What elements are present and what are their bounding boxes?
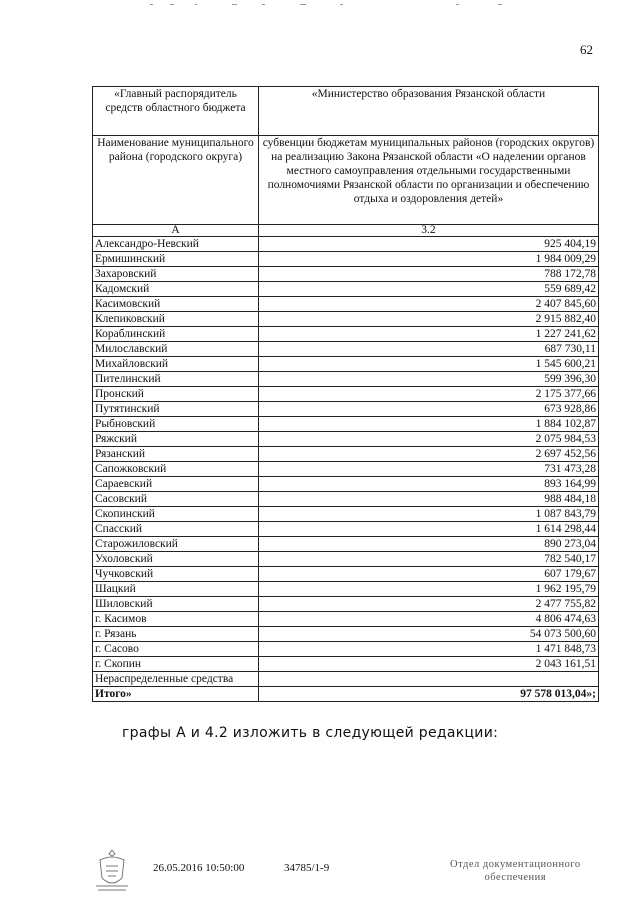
header-row-columns xyxy=(93,136,599,225)
district-amount: 731 473,28 xyxy=(258,462,598,477)
table-row xyxy=(93,357,599,372)
district-amount: 1 962 195,79 xyxy=(258,582,598,597)
district-name: Захаровский xyxy=(93,267,259,282)
header-district-name: Наименование муниципального района (городского округа) xyxy=(93,136,259,225)
table-row xyxy=(93,267,599,282)
table-row xyxy=(93,582,599,597)
district-name: г. Скопин xyxy=(93,657,259,672)
district-amount: 607 179,67 xyxy=(258,567,598,582)
district-name: Ермишинский xyxy=(93,252,259,267)
header-distributor-label: «Главный распорядитель средств областного бюджета xyxy=(93,87,259,136)
district-amount: 2 477 755,82 xyxy=(258,597,598,612)
table-row xyxy=(93,627,599,642)
budget-table xyxy=(92,86,599,702)
table-row xyxy=(93,537,599,552)
table-row xyxy=(93,672,599,687)
district-amount: 1 884 102,87 xyxy=(258,417,598,432)
district-name: Рыбновский xyxy=(93,417,259,432)
coat-of-arms-icon xyxy=(92,848,132,892)
district-name: Рязанский xyxy=(93,447,259,462)
district-amount: 673 928,86 xyxy=(258,402,598,417)
table-row xyxy=(93,342,599,357)
table-row xyxy=(93,657,599,672)
district-name: Сараевский xyxy=(93,477,259,492)
table-row xyxy=(93,612,599,627)
footer-date: 26.05.2016 10:50:00 xyxy=(153,862,245,874)
district-name: Чучковский xyxy=(93,567,259,582)
district-amount: 988 484,18 xyxy=(258,492,598,507)
district-name: Ряжский xyxy=(93,432,259,447)
column-number-a: А xyxy=(93,225,259,237)
district-name: Пителинский xyxy=(93,372,259,387)
total-amount: 97 578 013,04»; xyxy=(258,687,598,702)
district-amount: 1 471 848,73 xyxy=(258,642,598,657)
table-row xyxy=(93,567,599,582)
district-name: Ухоловский xyxy=(93,552,259,567)
table-row xyxy=(93,327,599,342)
department-stamp-line2: обеспечения xyxy=(484,872,547,883)
footer-document-code: 34785/1-9 xyxy=(284,862,330,874)
table-row xyxy=(93,372,599,387)
department-stamp xyxy=(450,858,581,884)
district-name: Кораблинский xyxy=(93,327,259,342)
district-amount xyxy=(258,672,598,687)
district-name: Сасовский xyxy=(93,492,259,507)
district-amount: 4 806 474,63 xyxy=(258,612,598,627)
district-amount: 2 175 377,66 xyxy=(258,387,598,402)
district-amount: 890 273,04 xyxy=(258,537,598,552)
table-row xyxy=(93,402,599,417)
total-label: Итого» xyxy=(93,687,259,702)
district-amount: 1 984 009,29 xyxy=(258,252,598,267)
district-amount: 54 073 500,60 xyxy=(258,627,598,642)
district-name: Пронский xyxy=(93,387,259,402)
page-number: 62 xyxy=(580,42,593,57)
table-row xyxy=(93,447,599,462)
table-row xyxy=(93,492,599,507)
district-name: Путятинский xyxy=(93,402,259,417)
district-amount: 2 407 845,60 xyxy=(258,297,598,312)
district-name: Александро-Невский xyxy=(93,237,259,252)
table-row xyxy=(93,387,599,402)
district-amount: 2 915 882,40 xyxy=(258,312,598,327)
district-amount: 687 730,11 xyxy=(258,342,598,357)
table-row xyxy=(93,507,599,522)
district-name: г. Сасово xyxy=(93,642,259,657)
district-name: Милославский xyxy=(93,342,259,357)
district-amount: 1 227 241,62 xyxy=(258,327,598,342)
table-row xyxy=(93,252,599,267)
district-amount: 2 697 452,56 xyxy=(258,447,598,462)
district-name: Михайловский xyxy=(93,357,259,372)
district-name: Нераспределенные средства xyxy=(93,672,259,687)
header-subvention-description: субвенции бюджетам муниципальных районов (городских округов) на реализацию Закона Рязанской области «О наделении органов местного самоуправления отдельными государственными полномочиями Рязанской области по организации и обеспечению отдыха и оздоровления детей» xyxy=(258,136,598,225)
district-amount: 559 689,42 xyxy=(258,282,598,297)
table-row xyxy=(93,597,599,612)
scan-artifacts xyxy=(0,0,640,20)
table-row xyxy=(93,297,599,312)
district-amount: 893 164,99 xyxy=(258,477,598,492)
district-amount: 782 540,17 xyxy=(258,552,598,567)
table-row xyxy=(93,237,599,252)
table-row xyxy=(93,477,599,492)
district-name: Касимовский xyxy=(93,297,259,312)
district-name: г. Касимов xyxy=(93,612,259,627)
district-name: Шацкий xyxy=(93,582,259,597)
column-number-3-2: 3.2 xyxy=(258,225,598,237)
department-stamp-line1: Отдел документационного xyxy=(450,859,581,870)
district-name: Шиловский xyxy=(93,597,259,612)
district-amount: 2 075 984,53 xyxy=(258,432,598,447)
district-amount: 1 087 843,79 xyxy=(258,507,598,522)
district-name: Кадомский xyxy=(93,282,259,297)
table-row xyxy=(93,417,599,432)
total-row xyxy=(93,687,599,702)
column-number-row xyxy=(93,225,599,237)
table-row xyxy=(93,432,599,447)
district-name: Клепиковский xyxy=(93,312,259,327)
district-name: Сапожковский xyxy=(93,462,259,477)
header-row-distributor xyxy=(93,87,599,136)
district-name: г. Рязань xyxy=(93,627,259,642)
instruction-text: графы А и 4.2 изложить в следующей редакции: xyxy=(122,725,499,741)
district-amount: 788 172,78 xyxy=(258,267,598,282)
table-row xyxy=(93,552,599,567)
district-amount: 2 043 161,51 xyxy=(258,657,598,672)
district-name: Старожиловский xyxy=(93,537,259,552)
district-amount: 925 404,19 xyxy=(258,237,598,252)
district-amount: 599 396,30 xyxy=(258,372,598,387)
table-row xyxy=(93,282,599,297)
table-row xyxy=(93,522,599,537)
table-row xyxy=(93,312,599,327)
header-ministry: «Министерство образования Рязанской области xyxy=(258,87,598,136)
table-row xyxy=(93,462,599,477)
district-amount: 1 614 298,44 xyxy=(258,522,598,537)
district-amount: 1 545 600,21 xyxy=(258,357,598,372)
table-row xyxy=(93,642,599,657)
district-name: Спасский xyxy=(93,522,259,537)
district-name: Скопинский xyxy=(93,507,259,522)
